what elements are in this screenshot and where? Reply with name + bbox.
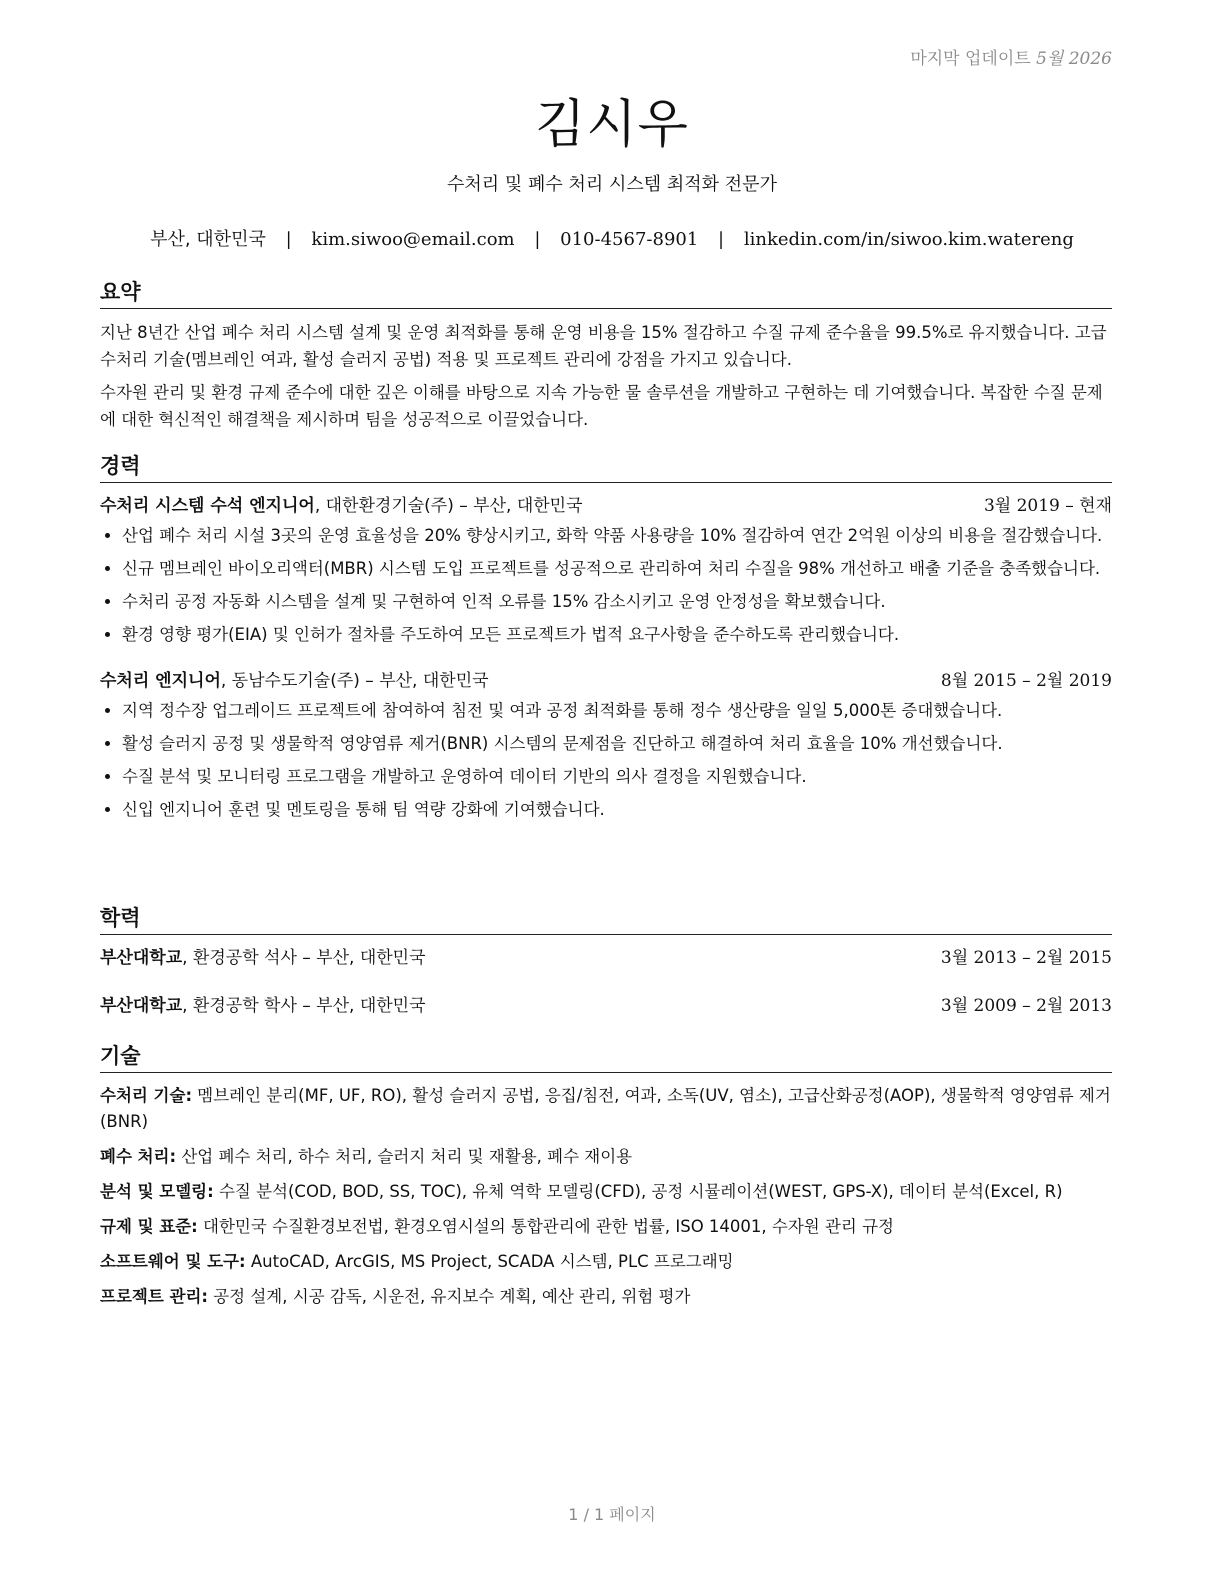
summary-paragraph: 수자원 관리 및 환경 규제 준수에 대한 깊은 이해를 바탕으로 지속 가능한 물 솔루션을 개발하고 구현하는 데 기여했습니다. 복잡한 수질 문제에 대한 혁신적인 해결책을 제시하며 팀을 성공적으로 이끌었습니다. <box>100 383 1103 429</box>
skill-item <box>100 1214 1112 1240</box>
experience-section <box>100 450 1112 830</box>
job-bullet: • 지역 정수장 업그레이드 프로젝트에 참여하여 침전 및 여과 공정 최적화를 통해 정수 생산량을 일일 5,000톤 증대했습니다. <box>122 698 1112 724</box>
education-school: 부산대학교 <box>100 948 183 968</box>
job-bullet: • 산업 폐수 처리 시설 3곳의 운영 효율성을 20% 향상시키고, 화학 약품 사용량을 10% 절감하여 연간 2억원 이상의 비용을 절감했습니다. <box>122 523 1112 549</box>
job-bullet: • 수질 분석 및 모니터링 프로그램을 개발하고 운영하여 데이터 기반의 의사 결정을 지원했습니다. <box>122 764 1112 790</box>
summary-section <box>100 276 1112 439</box>
contact-separator: | <box>285 229 292 250</box>
job-role-company <box>100 668 489 694</box>
job-bullet: • 신규 멤브레인 바이오리액터(MBR) 시스템 도입 프로젝트를 성공적으로 관리하여 처리 수질을 98% 개선하고 배출 기준을 충족했습니다. <box>122 556 1112 582</box>
job-bullets <box>100 698 1112 823</box>
education-school: 부산대학교 <box>100 996 183 1016</box>
education-entry <box>100 993 1112 1019</box>
job-company: , 대한환경기술(주) – 부산, 대한민국 <box>314 496 583 516</box>
job-role-company <box>100 493 583 519</box>
education-detail: , 환경공학 학사 – 부산, 대한민국 <box>182 996 426 1016</box>
contact-line <box>0 225 1224 251</box>
education-school-detail <box>100 945 426 971</box>
skill-item <box>100 1249 1112 1275</box>
education-dates: 3월 2009 – 2월 2013 <box>940 996 1112 1016</box>
skill-item <box>100 1144 1112 1170</box>
job-bullets <box>100 523 1112 648</box>
job-bullet: • 수처리 공정 자동화 시스템을 설계 및 구현하여 인적 오류를 15% 감소시키고 운영 안정성을 확보했습니다. <box>122 589 1112 615</box>
job-company: , 동남수도기술(주) – 부산, 대한민국 <box>220 671 489 691</box>
contact-location: 부산, 대한민국 <box>150 229 266 250</box>
job-role: 수처리 시스템 수석 엔지니어 <box>100 496 315 516</box>
skills-section <box>100 1040 1112 1319</box>
last-updated <box>910 44 1112 69</box>
skill-value: 수질 분석(COD, BOD, SS, TOC), 유체 역학 모델링(CFD), 공정 시뮬레이션(WEST, GPS-X), 데이터 분석(Excel, R) <box>213 1182 1063 1201</box>
skill-item <box>100 1179 1112 1205</box>
skills-title: 기술 <box>100 1040 1112 1073</box>
skill-label: 폐수 처리: <box>100 1147 177 1166</box>
last-updated-year: 2026 <box>1068 49 1112 69</box>
page-number: 1 / 1 페이지 <box>568 1505 656 1524</box>
job-bullet: • 활성 슬러지 공정 및 생물학적 영양염류 제거(BNR) 시스템의 문제점을 진단하고 해결하여 처리 효율을 10% 개선했습니다. <box>122 731 1112 757</box>
job-bullet: • 환경 영향 평가(EIA) 및 인허가 절차를 주도하여 모든 프로젝트가 법적 요구사항을 준수하도록 관리했습니다. <box>122 622 1112 648</box>
skill-value: 멤브레인 분리(MF, UF, RO), 활성 슬러지 공법, 응집/침전, 여과, 소독(UV, 염소), 고급산화공정(AOP), 생물학적 영양염류 제거(BNR) <box>100 1086 1111 1131</box>
skill-value: 대한민국 수질환경보전법, 환경오염시설의 통합관리에 관한 법률, ISO 14001, 수자원 관리 규정 <box>197 1217 894 1236</box>
skill-label: 수처리 기술: <box>100 1086 193 1105</box>
job-bullet: • 신입 엔지니어 훈련 및 멘토링을 통해 팀 역량 강화에 기여했습니다. <box>122 797 1112 823</box>
last-updated-label: 마지막 업데이트 <box>910 49 1031 69</box>
education-school-detail <box>100 993 426 1019</box>
skill-label: 소프트웨어 및 도구: <box>100 1252 246 1271</box>
summary-paragraph: 지난 8년간 산업 폐수 처리 시스템 설계 및 운영 최적화를 통해 운영 비용을 15% 절감하고 수질 규제 준수율을 99.5%로 유지했습니다. 고급 수처리 기술(멤브레인 여과, 활성 슬러지 공법) 적용 및 프로젝트 관리에 강점을 가지고 있습니다. <box>100 323 1107 369</box>
experience-title: 경력 <box>100 450 1112 483</box>
last-updated-month: 5월 <box>1036 49 1064 69</box>
job-entry <box>100 668 1112 823</box>
education-entry <box>100 945 1112 971</box>
job-entry <box>100 493 1112 648</box>
resume-name: 김시우 <box>535 95 689 155</box>
skill-label: 프로젝트 관리: <box>100 1287 208 1306</box>
resume-tagline: 수처리 및 폐수 처리 시스템 최적화 전문가 <box>447 174 777 195</box>
education-title: 학력 <box>100 902 1112 935</box>
education-section <box>100 902 1112 1019</box>
job-dates: 3월 2019 – 현재 <box>983 496 1112 516</box>
job-role: 수처리 엔지니어 <box>100 671 221 691</box>
skill-item <box>100 1083 1112 1135</box>
summary-title: 요약 <box>100 276 1112 309</box>
contact-email[interactable]: kim.siwoo@email.com <box>311 229 515 250</box>
job-header <box>100 493 1112 519</box>
contact-separator: | <box>718 229 725 250</box>
skill-value: 산업 폐수 처리, 하수 처리, 슬러지 처리 및 재활용, 폐수 재이용 <box>176 1147 633 1166</box>
contact-linkedin[interactable]: linkedin.com/in/siwoo.kim.watereng <box>743 229 1074 250</box>
contact-separator: | <box>534 229 541 250</box>
skill-label: 규제 및 표준: <box>100 1217 198 1236</box>
skill-label: 분석 및 모델링: <box>100 1182 214 1201</box>
skill-value: AutoCAD, ArcGIS, MS Project, SCADA 시스템, PLC 프로그래밍 <box>245 1252 734 1271</box>
contact-phone[interactable]: 010-4567-8901 <box>560 229 699 250</box>
education-detail: , 환경공학 석사 – 부산, 대한민국 <box>182 948 426 968</box>
job-dates: 8월 2015 – 2월 2019 <box>940 671 1112 691</box>
job-header <box>100 668 1112 694</box>
skill-value: 공정 설계, 시공 감독, 시운전, 유지보수 계획, 예산 관리, 위험 평가 <box>207 1287 691 1306</box>
skill-item <box>100 1284 1112 1310</box>
education-dates: 3월 2013 – 2월 2015 <box>940 948 1112 968</box>
